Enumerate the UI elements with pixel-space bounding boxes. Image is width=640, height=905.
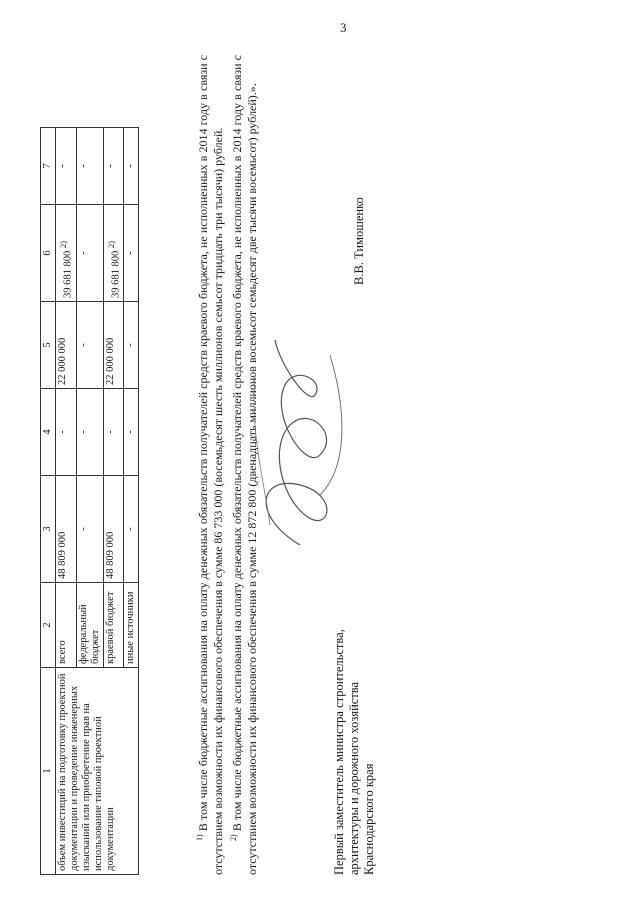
page-number: 3: [340, 20, 347, 35]
signatory-name: В.В. Тимошенко: [352, 197, 366, 285]
value-cell: -: [76, 128, 103, 205]
footnote-ref: 2): [105, 240, 116, 249]
header-cell: 3: [41, 476, 56, 583]
value-cell: -: [124, 476, 139, 583]
header-cell: 4: [41, 389, 56, 476]
footnote-1: [192, 55, 226, 875]
value-cell: 48 809 000: [56, 476, 77, 583]
value-cell-with-note: [103, 205, 124, 302]
source-cell: всего: [56, 583, 77, 668]
value-text: 39 681 800: [62, 250, 74, 298]
header-cell: 5: [41, 302, 56, 389]
value-cell: -: [76, 302, 103, 389]
footnote-text: В том числе бюджетные ассигнования на оплату денежных обязательств получателей средств краевого бюджета, не исполненных в 2014 году в связи с отсутствием возможности их финансового обеспечения в сумме 86 733 000 (восемьдесят шесть миллионов семьсот тридцать три тысячи) рублей.: [196, 54, 225, 875]
value-cell: 22 000 000: [56, 302, 77, 389]
position-line: Первый заместитель министра строительства,: [332, 629, 346, 875]
rotated-content: [40, 45, 600, 885]
position-line: Краснодарского края: [362, 763, 376, 875]
value-cell: -: [76, 205, 103, 302]
footnote-mark: 1): [195, 834, 204, 841]
position-line: архитектуры и дорожного хозяйства: [347, 681, 361, 875]
value-cell: 48 809 000: [103, 476, 124, 583]
footnote-mark: 2): [229, 834, 238, 841]
value-cell: -: [103, 389, 124, 476]
footnote-ref: 2): [58, 240, 68, 249]
value-cell: -: [124, 302, 139, 389]
investment-table: [40, 127, 139, 875]
value-cell: -: [56, 389, 77, 476]
value-cell: -: [124, 205, 139, 302]
value-cell: -: [103, 128, 124, 205]
signatory-position: [332, 629, 377, 875]
header-cell: 6: [41, 205, 56, 302]
header-cell: 7: [41, 128, 56, 205]
value-cell: -: [124, 389, 139, 476]
value-cell: -: [124, 128, 139, 205]
value-text: 39 681 800: [110, 250, 121, 298]
value-cell: -: [76, 389, 103, 476]
table-row: [56, 128, 77, 875]
value-cell: -: [76, 476, 103, 583]
value-cell: -: [56, 128, 77, 205]
handwritten-signature: [230, 325, 370, 555]
footnote-text: В том числе бюджетные ассигнования на оплату денежных обязательств получателей средств краевого бюджета, не исполненных в 2014 году в связи с отсутствием возможности их финансового обеспечения в сумме 12 872 800 (двенадцать миллионов восемьсот семьдесят две тысячи восемьсот) рублей).».: [230, 54, 259, 875]
header-cell: 1: [41, 668, 56, 875]
source-cell: иные источники: [124, 583, 139, 668]
table-header-row: [41, 128, 56, 875]
value-cell-with-note: [56, 205, 77, 302]
row-description: объем инвестиций на подготовку проектной документации и проведение инженерных изысканий или приобретение прав на использование типовой проектной документации: [56, 668, 139, 875]
source-cell: федеральный бюджет: [76, 583, 103, 668]
source-cell: краевой бюджет: [103, 583, 124, 668]
value-cell: 22 000 000: [103, 302, 124, 389]
header-cell: 2: [41, 583, 56, 668]
